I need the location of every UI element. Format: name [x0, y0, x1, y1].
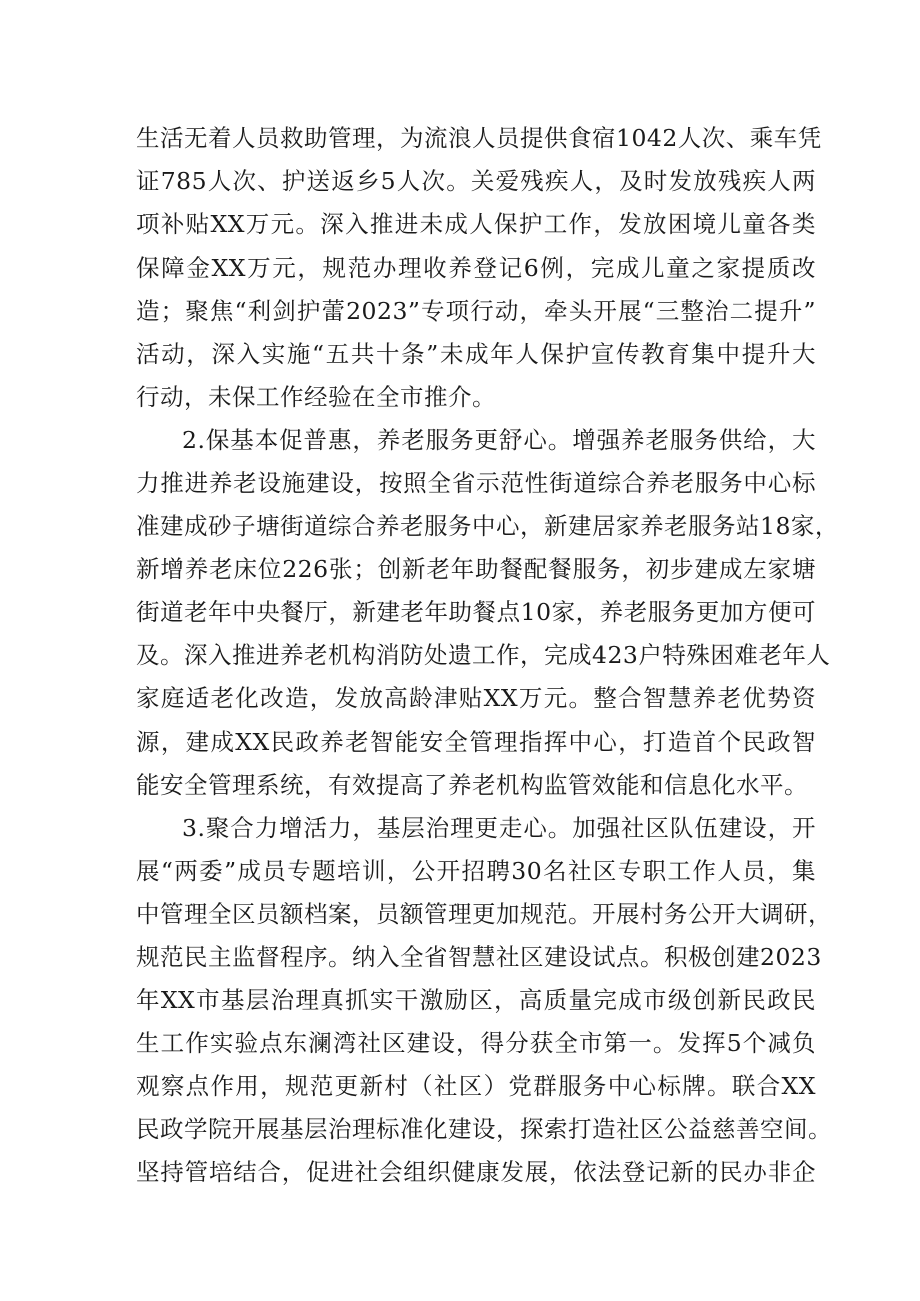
text-line: 能安全管理系统，有效提高了养老机构监管效能和信息化水平。 [136, 771, 808, 799]
text-line: 新增养老床位226张；创新老年助餐配餐服务，初步建成左家塘 [136, 555, 816, 583]
text-line: 证785人次、护送返乡5人次。关爱残疾人，及时发放残疾人两 [136, 167, 816, 195]
text-line: 展“两委”成员专题培训，公开招聘30名社区专职工作人员，集 [136, 857, 816, 885]
paragraph-heading-line: 2.保基本促普惠，养老服务更舒心。增强养老服务供给，大 [182, 426, 816, 454]
text-line: 源，建成XX民政养老智能安全管理指挥中心，打造首个民政智 [136, 728, 816, 756]
text-line: 家庭适老化改造，发放高龄津贴XX万元。整合智慧养老优势资 [136, 684, 816, 712]
text-line: 观察点作用，规范更新村（社区）党群服务中心标牌。联合XX [136, 1072, 816, 1100]
text-line: 年XX市基层治理真抓实干激励区，高质量完成市级创新民政民 [136, 986, 816, 1014]
text-line: 民政学院开展基层治理标准化建设，探索打造社区公益慈善空间。 [136, 1115, 832, 1143]
text-line: 力推进养老设施建设，按照全省示范性街道综合养老服务中心标 [136, 469, 816, 497]
text-line: 行动，未保工作经验在全市推介。 [136, 383, 496, 411]
text-line: 项补贴XX万元。深入推进未成人保护工作，发放困境儿童各类 [136, 210, 816, 238]
text-line: 保障金XX万元，规范办理收养登记6例，完成儿童之家提质改 [136, 254, 816, 282]
text-line: 生工作实验点东澜湾社区建设，得分获全市第一。发挥5个减负 [136, 1029, 816, 1057]
text-line: 街道老年中央餐厅，新建老年助餐点10家，养老服务更加方便可 [136, 598, 816, 626]
text-line: 规范民主监督程序。纳入全省智慧社区建设试点。积极创建2023 [136, 943, 822, 971]
text-line: 造；聚焦“利剑护蕾2023”专项行动，牵头开展“三整治二提升” [136, 297, 816, 325]
text-line: 坚持管培结合，促进社会组织健康发展，依法登记新的民办非企 [136, 1158, 816, 1186]
paragraph-heading-line: 3.聚合力增活力，基层治理更走心。加强社区队伍建设，开 [182, 814, 816, 842]
text-line: 中管理全区员额档案，员额管理更加规范。开展村务公开大调研， [136, 900, 832, 928]
text-line: 生活无着人员救助管理，为流浪人员提供食宿1042人次、乘车凭 [136, 124, 822, 152]
text-line: 准建成砂子塘街道综合养老服务中心，新建居家养老服务站18家， [136, 512, 839, 540]
text-line: 及。深入推进养老机构消防处遗工作，完成423户特殊困难老年人 [136, 641, 831, 669]
text-line: 活动，深入实施“五共十条”未成年人保护宣传教育集中提升大 [136, 340, 816, 368]
